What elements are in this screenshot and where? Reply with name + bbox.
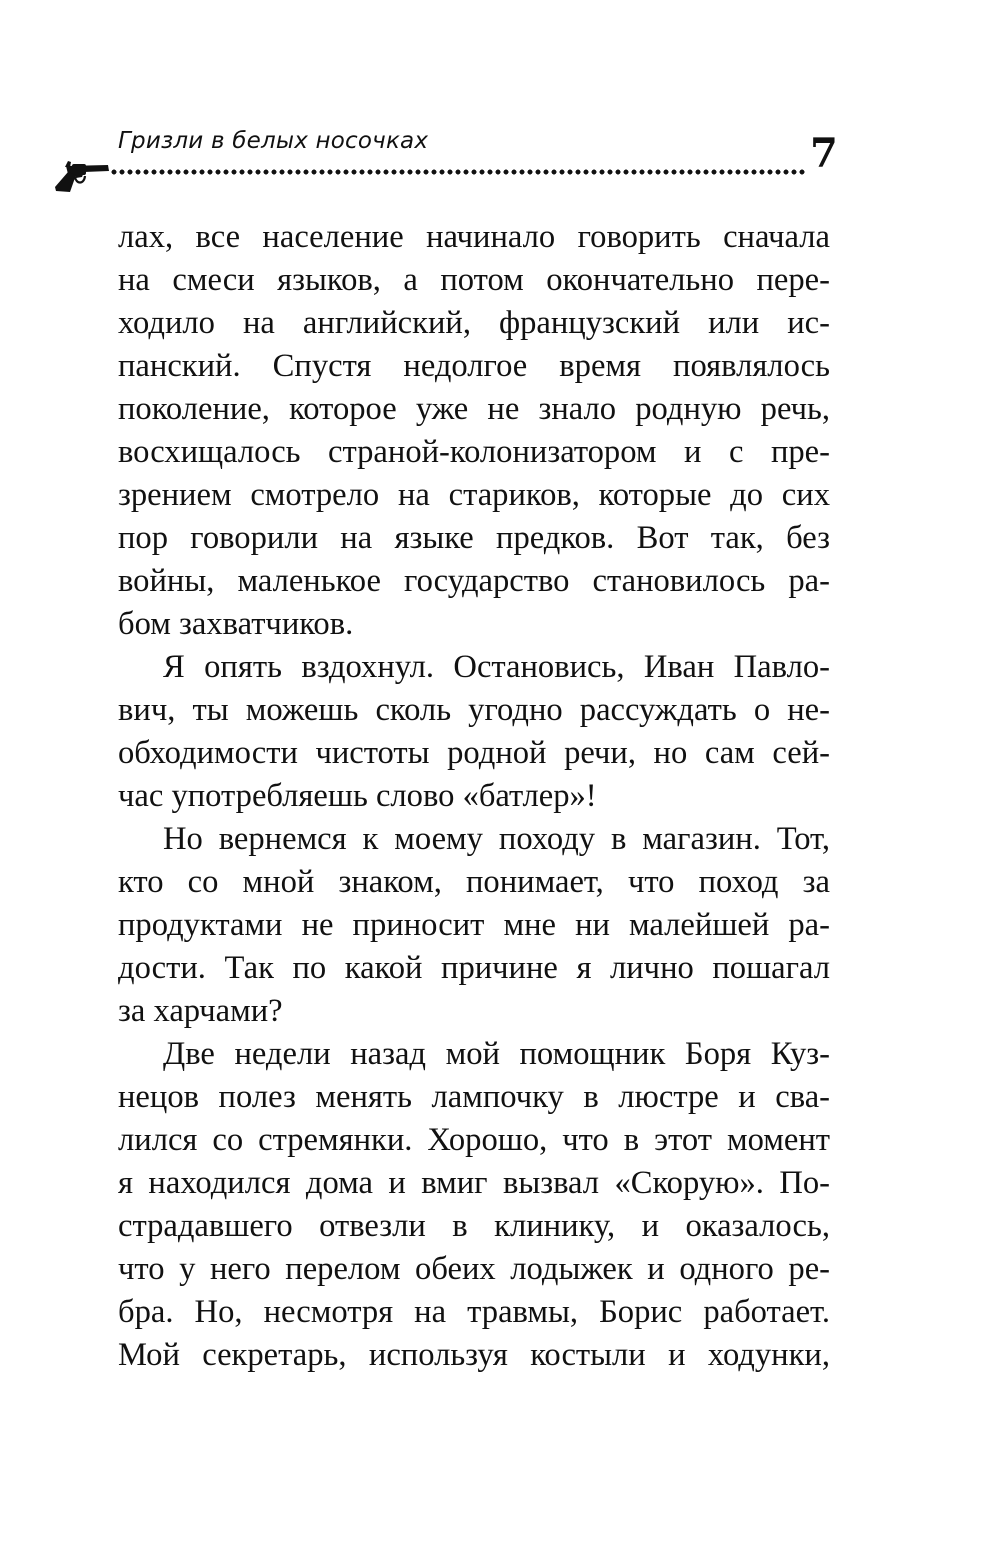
text-line: восхищалось страной-колонизатором и с пре- (118, 434, 830, 470)
text-line: я находился дома и вмиг вызвал «Скорую». По- (118, 1165, 830, 1201)
text-line: ходило на английский, французский или ис- (118, 305, 830, 341)
text-line: лился со стремянки. Хорошо, что в этот момент (118, 1122, 830, 1158)
text-line: дости. Так по какой причине я лично пошагал (118, 950, 830, 986)
text-line: нецов полез менять лампочку в люстре и сва- (118, 1079, 830, 1115)
text-line: войны, маленькое государство становилось ра- (118, 563, 830, 599)
text-line: вич, ты можешь сколь угодно рассуждать о не- (118, 692, 830, 728)
text-line: зрением смотрело на стариков, которые до сих (118, 477, 830, 513)
body-text (118, 216, 830, 1377)
text-line: обходимости чистоты родной речи, но сам сей- (118, 735, 830, 771)
text-line: Но вернемся к моему походу в магазин. Тот, (163, 821, 830, 857)
revolver-icon (52, 156, 110, 196)
text-line: бом захватчиков. (118, 606, 354, 642)
text-line: лах, все население начинало говорить сначала (118, 219, 830, 255)
text-line: Мой секретарь, используя костыли и ходунки, (118, 1337, 830, 1373)
text-line: Две недели назад мой помощник Боря Куз- (163, 1036, 830, 1072)
text-line: продуктами не приносит мне ни малейшей ра- (118, 907, 830, 943)
text-line: Я опять вздохнул. Остановись, Иван Павло- (163, 649, 830, 685)
text-line: бра. Но, несмотря на травмы, Борис работает. (118, 1294, 830, 1330)
text-line: на смеси языков, а потом окончательно пере- (118, 262, 830, 298)
page-number: 7 (810, 130, 838, 177)
dot-leader (110, 168, 806, 176)
text-line: час употребляешь слово «батлер»! (118, 778, 597, 814)
text-line: пор говорили на языке предков. Вот так, без (118, 520, 830, 556)
text-line: страдавшего отвезли в клинику, и оказалось, (118, 1208, 830, 1244)
text-line: что у него перелом обеих лодыжек и одного ре- (118, 1251, 830, 1287)
text-line: за харчами? (118, 993, 283, 1029)
running-title: Гризли в белых носочках (118, 128, 429, 154)
text-line: кто со мной знаком, понимает, что поход за (118, 864, 830, 900)
text-line: поколение, которое уже не знало родную речь, (118, 391, 830, 427)
text-line: панский. Спустя недолгое время появлялось (118, 348, 830, 384)
